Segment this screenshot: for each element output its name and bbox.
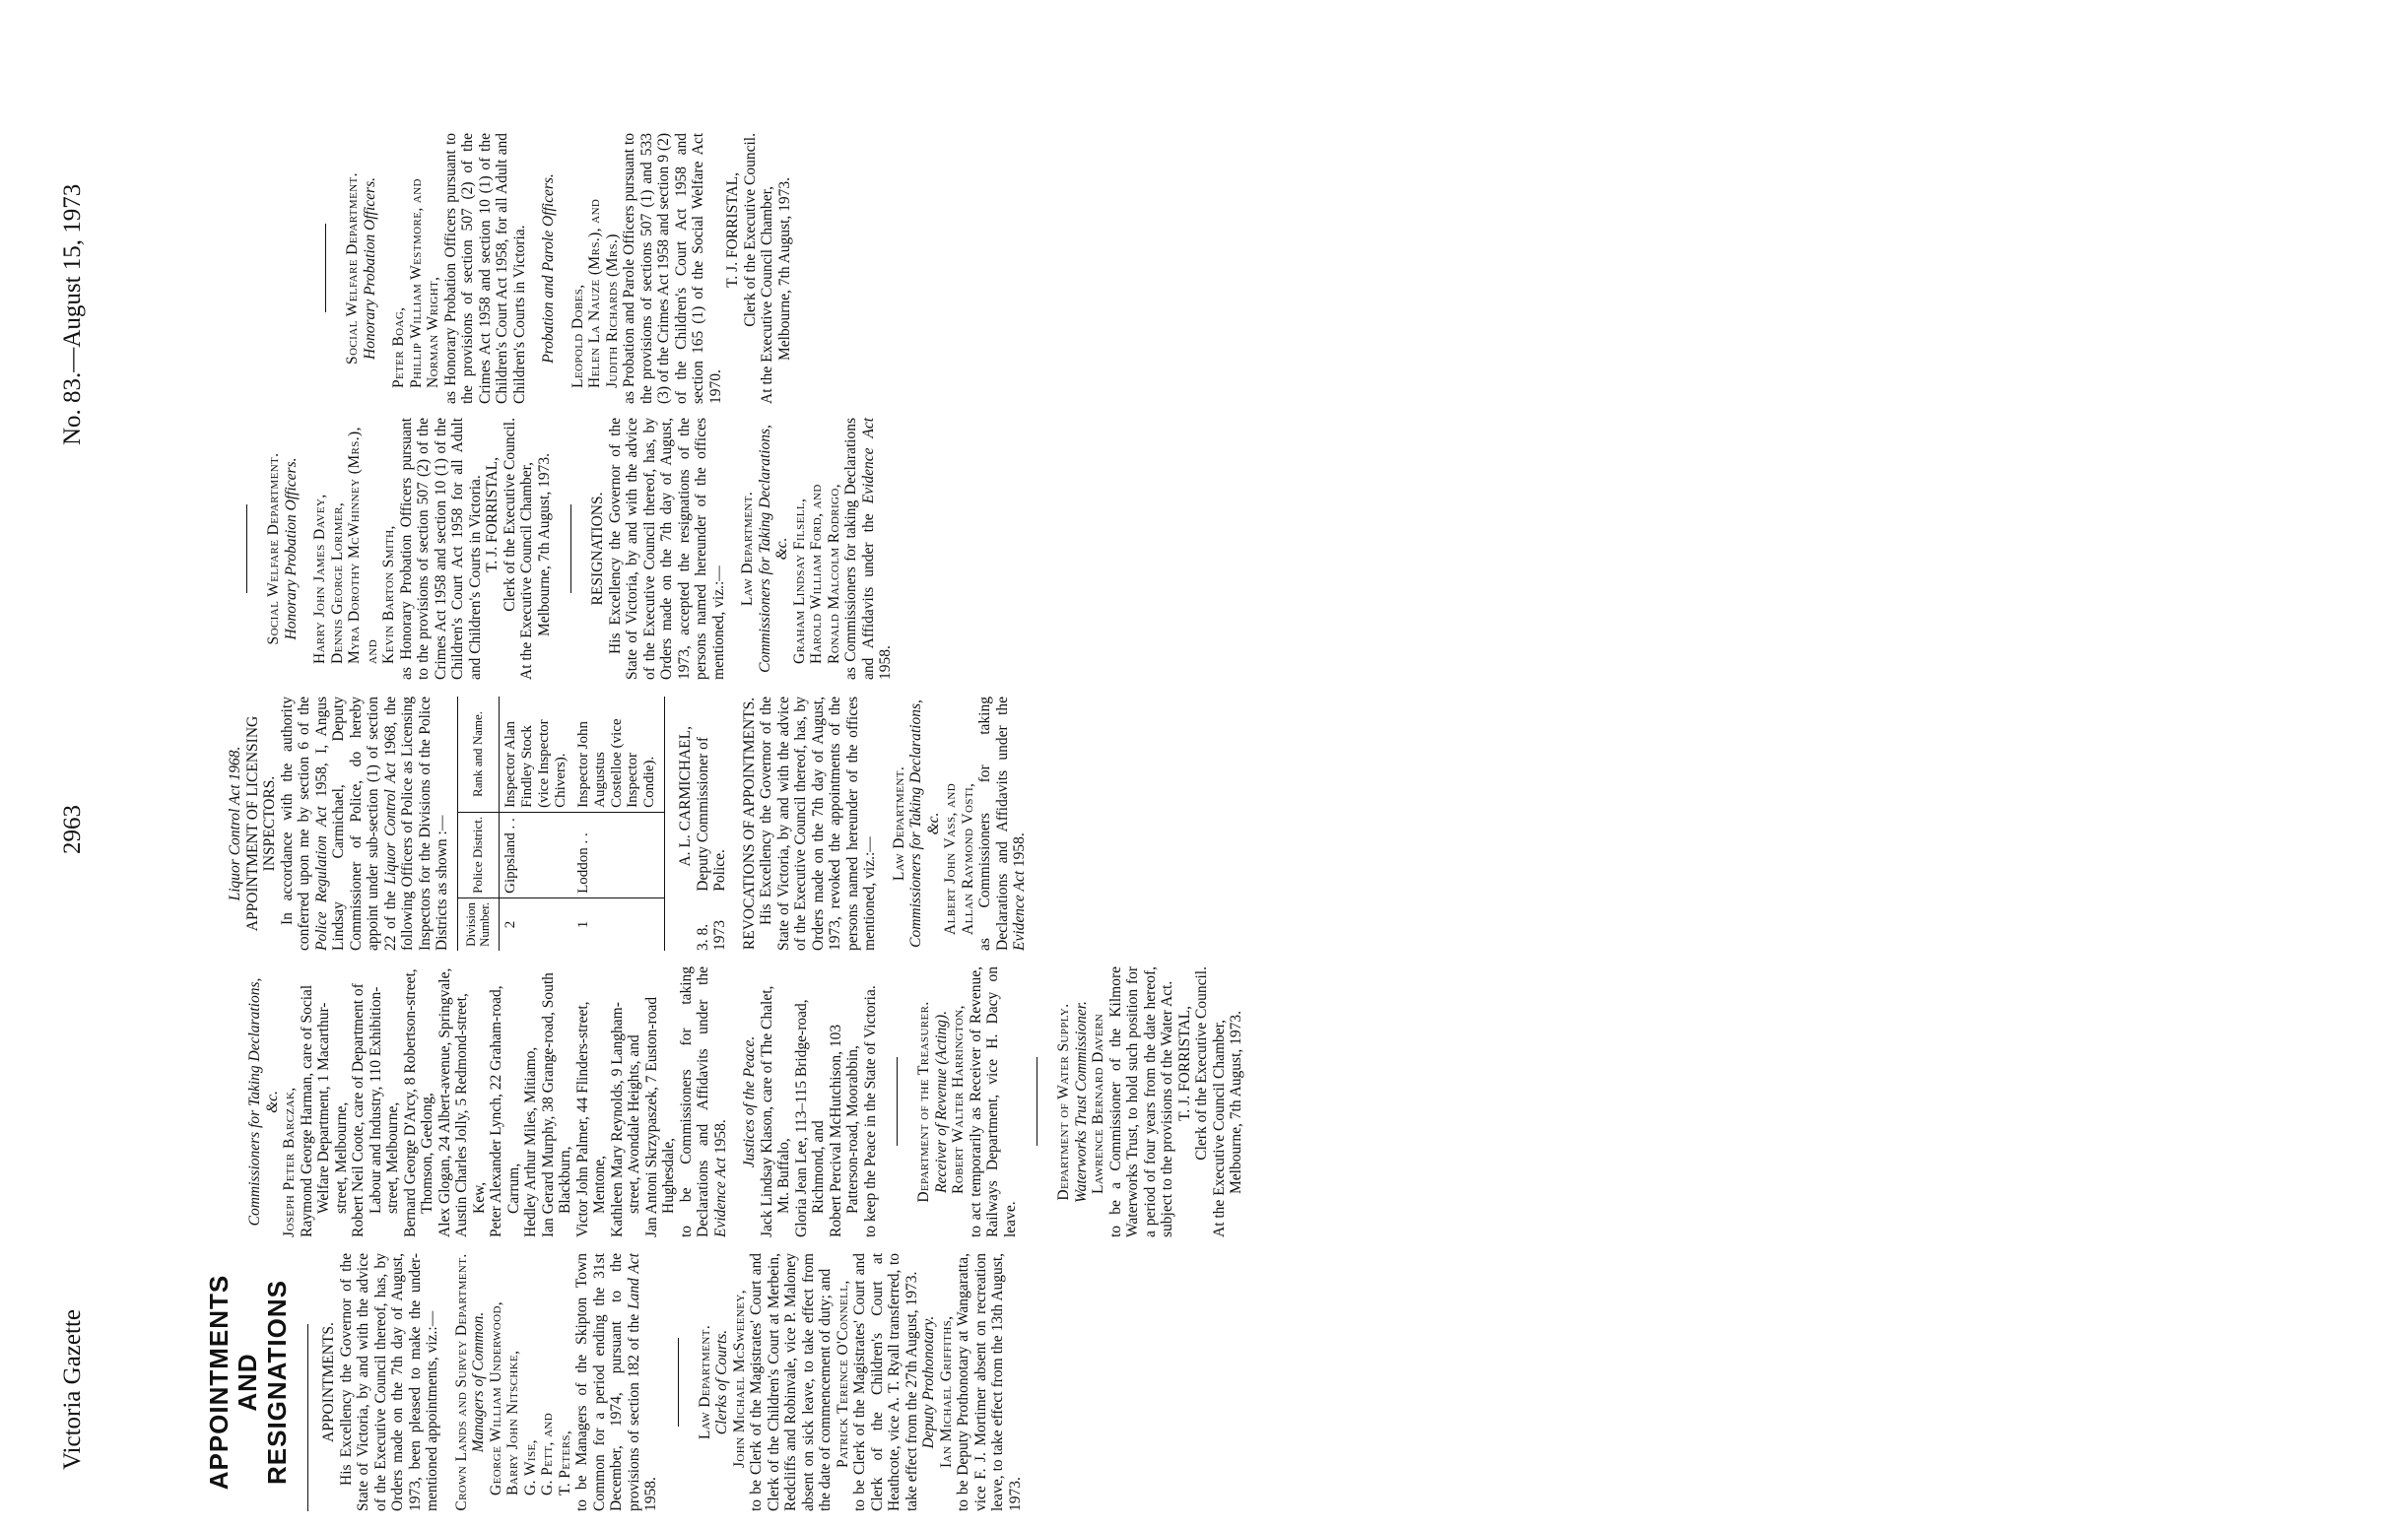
officers-text: as Honorary Probation Officers pursuant to the provisions of section 507 (2) of the Crimes Act 1958 and section 10 (1) of the Children's Court Act 1958, for all Adult and Children's Courts in Victoria. (441, 133, 528, 404)
column-header: Police District. (457, 812, 499, 897)
column-5 (246, 133, 793, 404)
act-line: Liquor Control Act 1968. (227, 746, 243, 901)
social-welfare-dept: Social Welfare Department. (344, 172, 361, 365)
clerk-name: John Michael McSweeney, (730, 1290, 748, 1468)
treasurer-dept: Department of the Treasurer. (915, 1001, 932, 1203)
chamber-date: Melbourne, 7th August, 1973. (1228, 1011, 1244, 1194)
chamber-date: Melbourne, 7th August, 1973. (535, 453, 553, 636)
signer-title: Clerk of the Executive Council. (741, 133, 759, 327)
manager-name: T. Peters, (556, 1429, 573, 1496)
water-name: Lawrence Bernard Davern (1090, 1013, 1106, 1194)
signer-title: Clerk of the Executive Council. (1193, 966, 1210, 1161)
revocations-text: His Excellency the Governor of the State of Victoria, by and with the advice of the Executive Council thereof, has, by Orders made on the 7th day of August, 1973, revoked the appointments of the persons named hereunder of the offices mentioned, viz.:— (758, 697, 879, 951)
inspectors-table (457, 697, 666, 951)
commissioner-entry: Joseph Peter Barczak, (281, 1087, 298, 1237)
manager-name: G. Pett, and (539, 1412, 557, 1496)
page-number: 2963 (59, 805, 86, 854)
divider (325, 225, 326, 313)
parole-officer-name: Judith Richards (Mrs.) (603, 233, 621, 388)
district-cell: Loddon . . (572, 812, 665, 897)
divider (570, 504, 571, 593)
commissioners-title: Commissioners for Taking Declarations, &c. (756, 425, 790, 673)
jp-entry: Robert Percival McHutchison, 103 Patterson-road, Moorabbin, (827, 1024, 861, 1237)
commissioner-entry: Alex Glogan, 24 Albert-avenue, Springvale, (435, 967, 453, 1237)
publication-title: Victoria Gazette (59, 1309, 86, 1470)
commissioner-entry: Hedley Arthur Miles, Mitiamo, (522, 1046, 539, 1237)
commissioner-name: Graham Lindsay Filsell, (790, 498, 808, 664)
prothonotary-text: to be Deputy Prothonotary at Wangaratta, vice F. J. Mortimer absent on recreation leave, to take effect from the 13th August, 1973. (955, 1253, 1024, 1511)
officer-name: Kevin Barton Smith, (380, 525, 397, 664)
parole-title: Probation and Parole Officers. (540, 173, 557, 364)
water-title: Waterworks Trust Commissioner. (1072, 1001, 1090, 1203)
commissioner-entry: Victor John Palmer, 44 Flinders-street, Mentone, (573, 1001, 608, 1237)
law-dept: Law Department. (890, 765, 907, 882)
signer-name: T. J. FORRISTAL, (484, 457, 501, 572)
chamber: At the Executive Council Chamber, (759, 185, 775, 404)
column-header: Rank and Name. (457, 697, 499, 812)
table-row (499, 697, 571, 951)
column-1 (197, 1253, 1024, 1511)
resignations-title: RESIGNATIONS. (589, 492, 606, 606)
section-heading: APPOINTMENTS AND RESIGNATIONS (204, 1274, 292, 1491)
jp-entry: Gloria Jean Lee, 113–115 Bridge-road, Richmond, and (792, 999, 827, 1237)
parole-officer-name: Helen La Nauze (Mrs.), and (586, 198, 603, 388)
water-text: to be a Commissioner of the Kilmore Waterworks Trust, to hold such position for a period of four years from the date hereof, subject to the provisions of the Water Act. (1106, 966, 1175, 1237)
law-dept: Law Department. (696, 1324, 713, 1440)
commissioners-text: as Commissioners for taking Declarations and Affidavits under the Evidence Act 1958. (976, 697, 1029, 951)
receiver-title: Receiver of Revenue (Acting). (932, 1010, 950, 1194)
clerk-text: to be Clerk of the Magistrates' Court and Clerk of the Children's Court at Merbein, Redcliffs and Robinvale, vice P. Maloney absent on sick leave, to take effect from the date of commencement of duty; and (748, 1253, 835, 1511)
commissioners-text: as Commissioners for taking Declarations and Affidavits under the Evidence Act 1958. (842, 417, 894, 680)
officers-text: as Honorary Probation Officers pursuant to the provisions of section 507 (2) of the Crimes Act 1958 and section 10 (1) of the Children's Court Act 1958 for all Adult and Children's Courts in Victoria. (397, 418, 484, 680)
clerk-text: to be Clerk of the Magistrates' Court and Clerk of the Children's Court at Heathcote, vice A. T. Ryall transferred, to take effect from the 27th August, 1973. (851, 1253, 920, 1511)
jp-title: Justices of the Peace. (741, 1035, 758, 1168)
name-cell: Inspector Alan Findley Stock (vice Inspector Chivers). (499, 697, 571, 812)
manager-name: Barry John Nitschke, (504, 1350, 522, 1496)
chamber-date: Melbourne, 7th August, 1973. (775, 177, 793, 361)
water-dept: Department of Water Supply. (1055, 1003, 1072, 1201)
resignations-text: His Excellency the Governor of the State of Victoria, by and with the advice of the Executive Council thereof, has, by Orders made on the 7th day of August, 1973, accepted the resignations of the persons named hereunder of the offices mentioned, viz.:— (606, 418, 727, 680)
commissioner-name: Harold William Ford, and (808, 484, 825, 664)
probation-title: Honorary Probation Officers. (282, 457, 300, 640)
officer-name: Peter Boag, (390, 306, 407, 388)
table-row (572, 697, 665, 951)
divider (897, 1058, 898, 1147)
clerks-title: Clerks of Courts. (713, 1329, 731, 1435)
commissioner-entry: Bernard George D'Arcy, 8 Robertson-street, Thomson, Geelong, (401, 968, 435, 1237)
chamber: At the Executive Council Chamber, (518, 461, 535, 680)
appointments-title: APPOINTMENTS. (320, 1322, 338, 1442)
commissioner-entry: Kathleen Mary Reynolds, 9 Langham-street, Avondale Heights, and (608, 1002, 642, 1237)
commissioner-name: Allan Raymond Vosti, (959, 782, 976, 935)
commissioner-entry: Robert Neil Coote, care of Department of Labour and Industry, 110 Exhibition-street, Melbourne, (350, 983, 401, 1237)
column-header: Division Number. (457, 897, 499, 951)
district-cell: Gippsland . . (499, 812, 571, 897)
revocations-title: REVOCATIONS OF APPOINTMENTS. (740, 697, 758, 951)
signer-title: Deputy Commissioner of Police. (694, 736, 729, 892)
officer-name: Phillip William Westmore, and (407, 178, 425, 388)
signer-name: A. L. CARMICHAEL, (677, 726, 695, 867)
column-4 (246, 418, 895, 680)
receiver-name: Robert Walter Harrington, (950, 1005, 967, 1194)
signer-name: T. J. FORRISTAL, (724, 172, 741, 288)
clerk-name: Patrick Terence O'Connell, (834, 1280, 851, 1468)
order-date: 3. 8. 1973 (694, 920, 729, 951)
jp-entry: Jack Lindsay Klason, care of The Chalet, Mt. Buffalo, (758, 985, 792, 1237)
commissioners-title: Commissioners for Taking Declarations, &c. (907, 699, 942, 948)
commissioner-entry: Jan Antoni Skrzypaszek, 7 Euston-road Hughesdale, (642, 996, 677, 1237)
name-cell: Inspector John Augustus Costelloe (vice Inspector Condie). (572, 697, 665, 812)
commissioners-text: to be Commissioners for taking Declarations and Affidavits under the Evidence Act 1958. (677, 966, 729, 1237)
receiver-text: to act temporarily as Receiver of Revenue, Railways Department, vice H. Dacy on leave. (967, 966, 1019, 1237)
manager-name: G. Wise, (521, 1439, 539, 1496)
jp-text: to keep the Peace in the State of Victoria. (861, 985, 879, 1237)
officer-name: Myra Dorothy McWhinney (Mrs.), and (346, 427, 380, 664)
licensing-intro: In accordance with the authority conferred upon me by section 6 of the Police Regulation Act 1958, I, Angus Lindsay Carmichael, Deputy Commissioner of Police, do hereby appoint under sub-section (1) of section 22 of the Liquor Control Act 1968, the following Officers of Police as Licensing Inspectors for the Divisions of the Police Districts as shown :— (278, 697, 450, 951)
commissioner-name: Albert John Vass, and (942, 782, 960, 935)
signer-title: Clerk of the Executive Council. (501, 418, 518, 612)
parole-officer-name: Leopold Dobes, (569, 284, 586, 388)
probation-title: Honorary Probation Officers. (361, 177, 378, 360)
prothonotary-name: Ian Michael Griffiths, (937, 1315, 955, 1468)
column-2 (246, 966, 1245, 1237)
commissioner-name: Ronald Malcolm Rodrigo, (825, 484, 842, 664)
table-header (457, 697, 499, 951)
commissioner-entry: Peter Alexander Lynch, 22 Graham-road, Carrum, (488, 985, 522, 1237)
commissioner-entry: Austin Charles Jolly, 5 Redmond-street, Kew, (453, 993, 488, 1237)
managers-text: to be Managers of the Skipton Town Common for a period ending the 31st December, 1974, pursuant to the provisions of section 182 of the Land Act 1958. (573, 1253, 660, 1511)
divider (246, 504, 247, 593)
signer-name: T. J. FORRISTAL, (1175, 1006, 1193, 1121)
chamber: At the Executive Council Chamber, (1210, 1019, 1228, 1237)
issue-date: No. 83.—August 15, 1973 (59, 183, 86, 445)
officer-name: Harry John James Davey, (311, 494, 328, 664)
social-welfare-dept: Social Welfare Department. (265, 452, 282, 645)
commissioners-title: Commissioners for Taking Declarations, &c. (246, 977, 281, 1227)
division-cell: 1 (572, 897, 665, 951)
deputy-prothonotary-title: Deputy Prothonotary. (920, 1315, 938, 1449)
commissioner-entry: Ian Gerard Murphy, 38 Grange-road, South Blackburn, (539, 972, 573, 1237)
column-3 (227, 697, 1029, 951)
divider (678, 1338, 679, 1427)
manager-name: George William Underwood, (487, 1300, 504, 1496)
law-dept: Law Department. (739, 491, 756, 607)
crown-lands-dept: Crown Lands and Survey Department. (452, 1253, 470, 1511)
parole-text: as Probation and Parole Officers pursuant to the provisions of sections 507 (1) and 533 (3) of the Crimes Act 1958 and section 9 (2) of the Children's Court Act 1958 and section 165 (1) of the Social Welfare Act 1970. (621, 133, 724, 404)
officer-name: Norman Wright, (425, 276, 441, 388)
officer-name: Dennis George Lorimer, (328, 501, 346, 664)
licensing-title: APPOINTMENT OF LICENSING INSPECTORS. (243, 715, 278, 932)
appointments-intro: His Excellency the Governor of the State of Victoria, by and with the advice of the Executive Council thereof, has, by Orders made on the 7th day of August, 1973, been pleased to make the under-mentioned appointments, viz.:— (337, 1253, 441, 1511)
commissioner-entry: Raymond George Harman, care of Social Welfare Department, 1 Macarthur-street, Melbourne, (298, 984, 350, 1237)
division-cell: 2 (502, 920, 518, 929)
managers-title: Managers of Common. (470, 1311, 488, 1453)
